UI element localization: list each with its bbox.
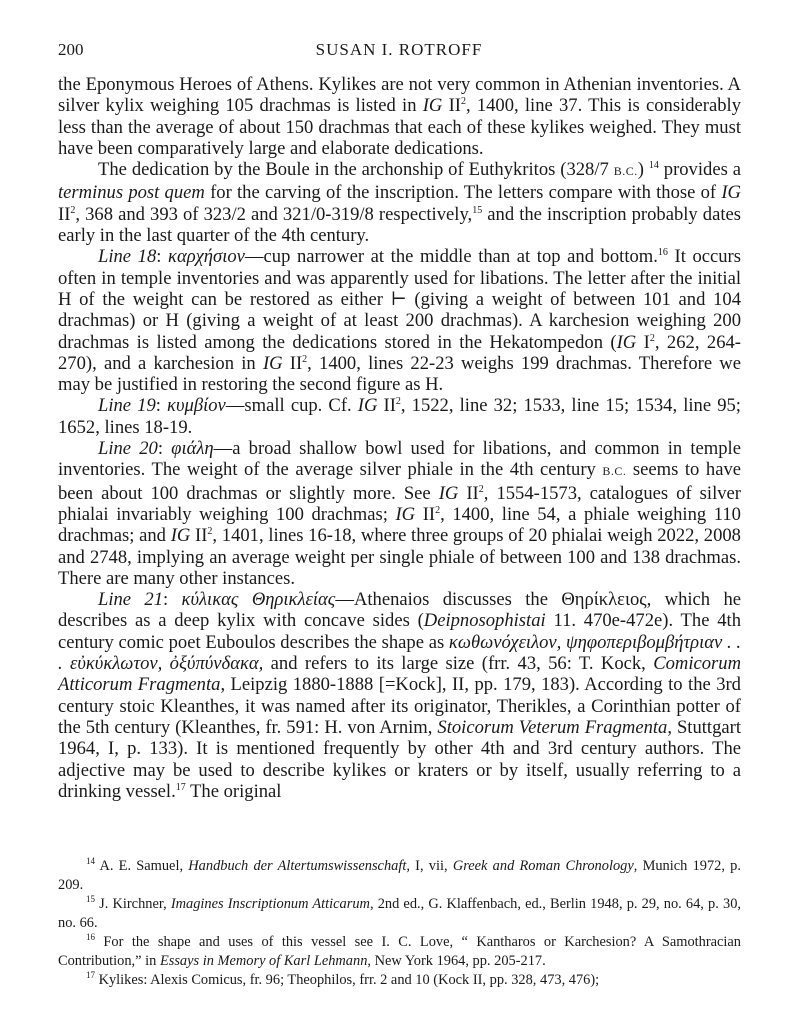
paragraph bbox=[58, 395, 741, 438]
text-run: , 1522, line 32; 1533, line 15; 1534, line 95; 1652, lines 18-19. bbox=[58, 395, 741, 438]
text-run: κυμβίον bbox=[167, 395, 226, 417]
text-run: , 2nd ed., G. Klaffenbach, ed., Berlin 1948, p. 29, no. 64, p. 30, no. 66. bbox=[58, 896, 741, 931]
text-run: ) bbox=[637, 159, 649, 181]
text-run: IG bbox=[438, 482, 459, 504]
text-run: , Leipzig 1880-1888 [=Kock], II, pp. 179, 183). According to the 3rd century stoic Kleanthes, it was named after its originator, Therikles, a Corinthian potter of the 5th century (Kleanthes, fr. 591: H. von Arnim, bbox=[58, 674, 741, 738]
text-run: II bbox=[377, 395, 396, 417]
text-run: : bbox=[156, 246, 169, 268]
text-run: terminus post quem bbox=[58, 182, 205, 204]
text-run: Θηρίκλειος bbox=[561, 589, 647, 611]
text-run: B.C. bbox=[602, 464, 627, 479]
page-number: 200 bbox=[58, 40, 84, 59]
paragraph bbox=[58, 159, 741, 246]
body-text bbox=[58, 74, 741, 802]
text-run: II bbox=[442, 95, 461, 117]
text-run: and the inscription probably dates early in the last quarter of the 4th century. bbox=[58, 203, 741, 247]
text-run: provides a bbox=[658, 159, 741, 181]
footnote bbox=[58, 857, 741, 895]
superscript: 2 bbox=[478, 483, 484, 495]
text-run: A. E. Samuel, bbox=[95, 858, 189, 874]
text-run: and refers to its large size (frr. 43, 56: T. Kock, bbox=[263, 653, 654, 675]
paragraph bbox=[58, 74, 741, 159]
superscript: 2 bbox=[302, 353, 308, 365]
superscript: 17 bbox=[175, 781, 186, 793]
footnote bbox=[58, 895, 741, 933]
text-run: Line 20 bbox=[98, 438, 158, 460]
text-run: For the shape and uses of this vessel see I. C. Love, “ Kantharos or Karchesion? A Samothracian Contribution,” in bbox=[58, 934, 741, 969]
text-run: IG bbox=[170, 525, 191, 547]
text-run: The original bbox=[185, 780, 282, 802]
text-run: II bbox=[458, 482, 479, 504]
text-run: —small cup. Cf. bbox=[225, 395, 358, 417]
page-header bbox=[58, 40, 740, 66]
text-run: IG bbox=[262, 352, 283, 374]
text-run: II bbox=[58, 203, 71, 225]
text-run: , 1400, line 37. This is considerably less than the average of about 150 drachmas that each of these kylikes weighed. They must have been comparatively large and elaborate dedications. bbox=[58, 95, 741, 159]
text-run: Stoicorum Veterum Fragmenta bbox=[437, 716, 668, 738]
text-run: : bbox=[157, 438, 172, 460]
superscript: 16 bbox=[86, 932, 95, 943]
paragraph bbox=[58, 438, 741, 589]
superscript: 14 bbox=[648, 160, 659, 171]
text-run: J. Kirchner, bbox=[95, 896, 171, 912]
paragraph bbox=[58, 589, 741, 802]
text-run: IG bbox=[357, 395, 378, 417]
text-run: B.C. bbox=[613, 164, 638, 179]
superscript: 2 bbox=[435, 504, 441, 516]
text-run: φιάλη bbox=[171, 438, 214, 460]
superscript: 2 bbox=[70, 204, 76, 216]
text-run: II bbox=[415, 503, 436, 525]
text-run: Kylikes: Alexis Comicus, fr. 96; Theophilos, frr. 2 and 10 (Kock II, pp. 328, 473, 476); bbox=[95, 972, 600, 988]
text-run: , 262, 264-270), and a karchesion in bbox=[58, 331, 741, 374]
text-run: —Athenaios discusses the bbox=[335, 589, 562, 611]
text-run: Line 18 bbox=[98, 246, 157, 268]
superscript: 2 bbox=[207, 526, 213, 538]
text-run: Greek and Roman Chronology bbox=[452, 858, 634, 874]
text-run: IG bbox=[721, 182, 741, 204]
paragraph bbox=[58, 246, 741, 395]
superscript: 2 bbox=[649, 332, 655, 344]
text-run: : bbox=[163, 589, 182, 611]
running-title: SUSAN I. ROTROFF bbox=[315, 40, 483, 59]
text-run: : bbox=[155, 395, 168, 417]
text-run: Imagines Inscriptionum Atticarum bbox=[170, 896, 370, 912]
footnotes bbox=[58, 857, 741, 990]
text-run: Line 21 bbox=[98, 589, 164, 611]
text-run: , Munich 1972, p. 209. bbox=[58, 858, 741, 893]
text-run: I bbox=[636, 331, 650, 353]
text-run: , 1554-1573, catalogues of silver phialai invariably weighing 100 drachmas; bbox=[58, 482, 741, 525]
footnote bbox=[58, 971, 741, 990]
text-run: —a broad shallow bowl used for libations, and common in temple inventories. The weight of the average silver phiale in the 4th century bbox=[58, 438, 741, 481]
text-run: The dedication by the Boule in the archonship of Euthykritos (328/7 bbox=[98, 159, 614, 181]
footnote bbox=[58, 933, 741, 971]
superscript: 14 bbox=[86, 856, 95, 867]
text-run: II bbox=[190, 525, 208, 547]
text-run: Handbuch der Altertumswissenschaft, bbox=[188, 858, 410, 874]
superscript: 17 bbox=[86, 970, 95, 981]
superscript: 15 bbox=[86, 894, 95, 905]
superscript: 2 bbox=[460, 96, 466, 108]
text-run: Comicorum Atticorum Fragmenta bbox=[58, 653, 742, 696]
text-run: IG bbox=[395, 503, 416, 525]
text-run: seems to have been about 100 drachmas or slightly more. See bbox=[58, 459, 741, 504]
text-run: κωθωνόχειλον, ψηφοπεριβομβήτριαν . . . εὐκύκλωτον, ὀξύπύνδακα, bbox=[58, 631, 741, 675]
text-run: IG bbox=[422, 95, 443, 117]
text-run: κύλικας Θηρικλείας bbox=[181, 589, 336, 611]
text-run: καρχήσιον bbox=[168, 246, 245, 268]
text-run: 11. 470e-472e). The 4th century comic poet Euboulos describes the shape as bbox=[58, 610, 741, 653]
superscript: 15 bbox=[472, 204, 483, 216]
text-run: IG bbox=[616, 331, 637, 353]
text-run: , 1400, line 54, a phiale weighing 110 drachmas; and bbox=[58, 503, 741, 547]
text-run: for the carving of the inscription. The letters compare with those of bbox=[204, 182, 722, 204]
text-run: —cup narrower at the middle than at top and bottom. bbox=[244, 246, 658, 268]
text-run: , New York 1964, pp. 205-217. bbox=[367, 953, 546, 969]
text-run: , which he describes as a deep kylix with concave sides ( bbox=[58, 589, 741, 632]
text-run: Essays in Memory of Karl Lehmann bbox=[159, 953, 368, 969]
text-run: It occurs often in temple inventories and was apparently used for libations. The letter after the initial H of the weight can be restored as either ⊢ (giving a weight of between 101 and 104 drachmas) or H (giving a weight of at least 200 drachmas). A karchesion weighing 200 drachmas is listed among the dedications stored in the Hekatompedon ( bbox=[58, 246, 741, 353]
text-run: , 1400, lines 22-23 weighs 199 drachmas. Therefore we may be justified in restoring the second figure as H. bbox=[58, 352, 741, 396]
text-run: I, vii, bbox=[409, 858, 453, 874]
superscript: 2 bbox=[395, 396, 401, 408]
text-run: II bbox=[282, 352, 303, 374]
text-run: Line 19 bbox=[98, 395, 156, 417]
text-run: , 1401, lines 16-18, where three groups of 20 phialai weigh 2022, 2008 and 2748, implying an average weight per single phiale of between 100 and 138 drachmas. There are many other instances. bbox=[58, 525, 741, 589]
text-run: Deipnosophistai bbox=[423, 610, 546, 632]
text-run: the Eponymous Heroes of Athens. Kylikes are not very common in Athenian inventories. A silver kylix weighing 105 drachmas is listed in bbox=[58, 74, 741, 117]
text-run: , Stuttgart 1964, I, p. 133). It is mentioned frequently by other 4th and 3rd century authors. The adjective may be used to describe kylikes or kraters or by itself, usually referring to a drinking vessel. bbox=[58, 716, 742, 802]
text-run: , 368 and 393 of 323/2 and 321/0-319/8 respectively, bbox=[75, 203, 473, 225]
superscript: 16 bbox=[657, 247, 668, 259]
